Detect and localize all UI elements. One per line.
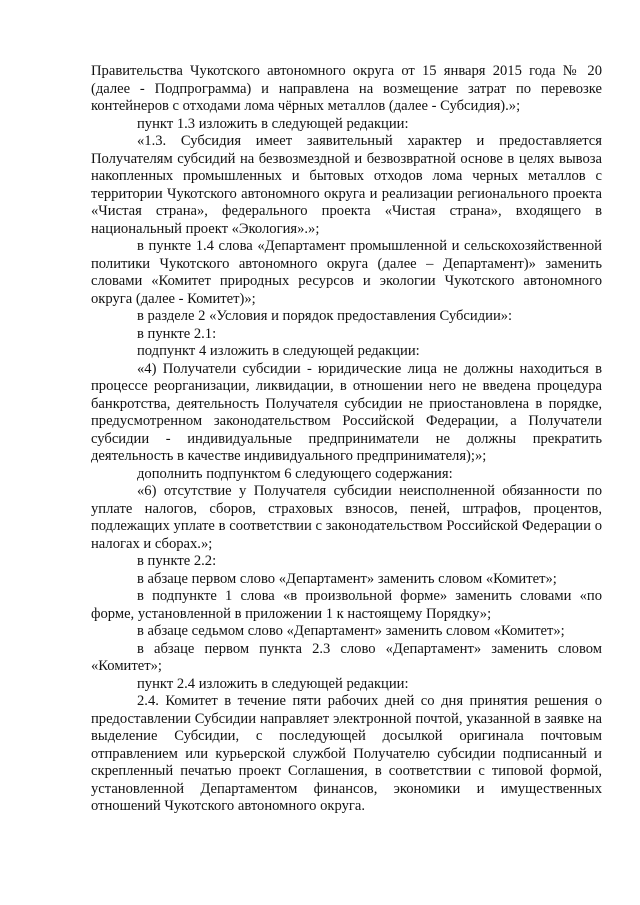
paragraph-item-1-3-text: «1.3. Субсидия имеет заявительный характер и предоставляется Получателям субсидий на безвозмездной и безвозвратной основе в целях вывоза накопленных промышленных и бытовых отходов лома черных металлов с территории Чукотского автономного округа и реализации регионального проекта «Чистая страна», федерального проекта «Чистая страна», входящего в национальный проект «Экология».»; (91, 133, 602, 237)
paragraph-subitem-4-text: «4) Получатели субсидии - юридические лица не должны находиться в процессе реорганизации, ликвидации, в отношении него не введена процедура банкротства, деятельность Получателя субсидии не приостановлена в порядке, предусмотренном законодательством Российской Федерации, а Получатели субсидии - индивидуальные предприниматели не должны прекратить деятельность в качестве индивидуального предпринимателя);»; (91, 360, 602, 464)
document-body (91, 63, 602, 816)
paragraph-item-2-4-intro: пункт 2.4 изложить в следующей редакции: (137, 675, 409, 692)
paragraph-subitem-6-intro: дополнить подпунктом 6 следующего содержания: (137, 465, 453, 482)
paragraph-subitem-4-intro: подпункт 4 изложить в следующей редакции: (137, 343, 420, 359)
paragraph-item-2-3: в абзаце первом пункта 2.3 слово «Департамент» заменить словом «Комитет»; (91, 640, 602, 674)
paragraph-item-2-2: в пункте 2.2: (137, 553, 217, 569)
paragraph-seventh-abzac: в абзаце седьмом слово «Департамент» заменить словом «Комитет»; (137, 623, 565, 639)
paragraph-section-2: в разделе 2 «Условия и порядок предоставления Субсидии»: (137, 308, 513, 324)
paragraph-subitem-6-text: «6) отсутствие у Получателя субсидии неисполненной обязанности по уплате налогов, сборов, страховых взносов, пеней, штрафов, процентов, подлежащих уплате в соответствии с законодательством Российской Федерации о налогах и сборах.»; (91, 483, 602, 552)
paragraph-item-1-4: в пункте 1.4 слова «Департамент промышленной и сельскохозяйственной политики Чукотского автономного округа (далее – Департамент)» заменить словами «Комитет природных ресурсов и экологии Чукотского автономного округа (далее - Комитет)»; (91, 238, 602, 307)
paragraph-item-2-1: в пункте 2.1: (137, 325, 217, 342)
paragraph-subprogram-continuation: Правительства Чукотского автономного округа от 15 января 2015 года № 20 (далее - Подпрограмма) и направлена на возмещение затрат по перевозке контейнеров с отходами лома чёрных металлов (далее - Субсидия).»; (91, 63, 602, 114)
paragraph-first-abzac: в абзаце первом слово «Департамент» заменить словом «Комитет»; (137, 570, 557, 587)
paragraph-item-2-4-text: 2.4. Комитет в течение пяти рабочих дней со дня принятия решения о предоставлении Субсидии направляет электронной почтой, указанной в заявке на выделение Субсидии, с последующей досылкой оригинала почтовым отправлением или курьерской службой Получателю субсидии подписанный и скрепленный печатью проект Соглашения, в соответствии с типовой формой, установленной Департаментом финансов, экономики и имущественных отношений Чукотского автономного округа. (91, 693, 602, 814)
paragraph-subitem-1: в подпункте 1 слова «в произвольной форме» заменить словами «по форме, установленной в приложении 1 к настоящему Порядку»; (91, 588, 602, 622)
paragraph-item-1-3-intro: пункт 1.3 изложить в следующей редакции: (137, 115, 409, 132)
